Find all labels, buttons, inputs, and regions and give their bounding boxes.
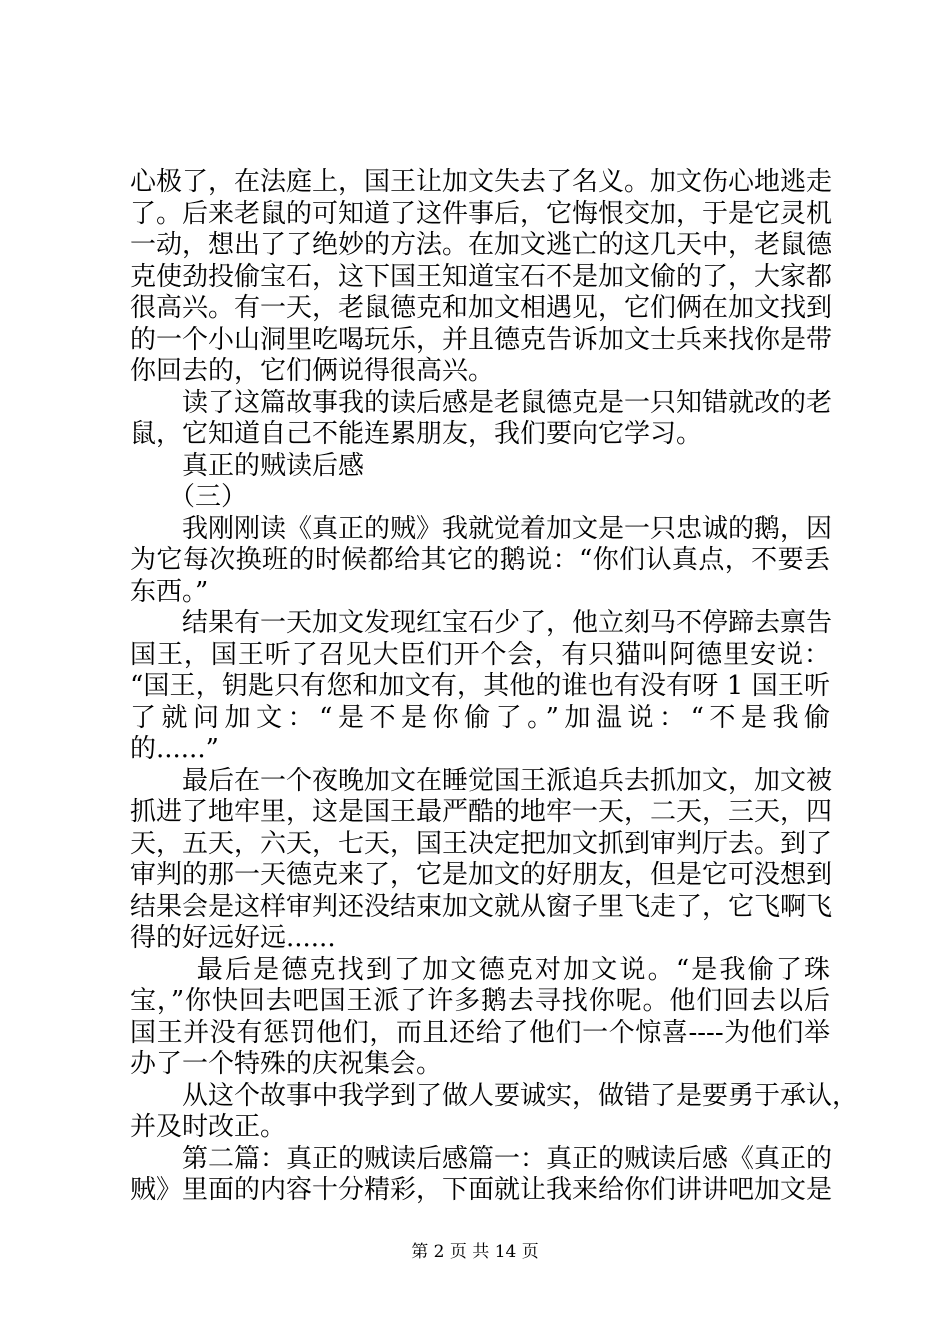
body-line: 读了这篇故事我的读后感是老鼠德克是一只知错就改的老: [130, 387, 833, 418]
body-line: 国王并没有惩罚他们，而且还给了他们一个惊喜----为他们举: [130, 1017, 830, 1048]
page-footer: 第 2 页 共 14 页: [411, 1242, 539, 1262]
body-line: 宝，”你快回去吧国王派了许多鹅去寻找你呢。他们回去以后: [130, 986, 830, 1016]
body-line: 心极了，在法庭上，国王让加文失去了名义。加文伤心地逃走: [130, 167, 833, 197]
body-line: 结果有一天加文发现红宝石少了，他立刻马不停蹄去禀告: [130, 608, 833, 638]
body-line: 审判的那一天德克来了，它是加文的好朋友，但是它可没想到: [130, 860, 833, 890]
section-number: （三）: [130, 482, 248, 512]
body-line: 最后是德克找到了加文德克对加文说。“是我偷了珠: [130, 954, 830, 985]
body-line: 鼠，它知道自己不能连累朋友，我们要向它学习。: [130, 419, 703, 449]
body-line: “国王，钥匙只有您和加文有，其他的谁也有没有呀 1 国王听: [130, 671, 830, 701]
body-line: 一动，想出了了绝妙的方法。在加文逃亡的这几天中，老鼠德: [130, 230, 833, 260]
body-line: 你回去的，它们俩说得很高兴。: [130, 356, 495, 386]
body-line: 并及时改正。: [130, 1112, 287, 1142]
body-line: 办了一个特殊的庆祝集会。: [130, 1049, 443, 1079]
body-line: 天，五天，六天，七天，国王决定把加文抓到审判厅去。到了: [130, 828, 833, 859]
body-line: 我刚刚读《真正的贼》我就觉着加文是一只忠诚的鹅，因: [130, 513, 833, 544]
body-line: 东西。”: [130, 576, 209, 607]
body-line: 贼》里面的内容十分精彩，下面就让我来给你们讲讲吧加文是: [130, 1175, 833, 1205]
body-line: 为它每次换班的时候都给其它的鹅说：“你们认真点，不要丢: [130, 545, 830, 575]
body-line: 的......”: [130, 734, 219, 764]
body-line: 很高兴。有一天，老鼠德克和加文相遇见，它们俩在加文找到: [130, 293, 833, 323]
body-line: 抓进了地牢里，这是国王最严酷的地牢一天，二天，三天，四: [130, 797, 833, 827]
body-line: 得的好远好远......: [130, 923, 336, 953]
body-line: 的一个小山洞里吃喝玩乐，并且德克告诉加文士兵来找你是带: [130, 324, 833, 355]
body-line: 了。后来老鼠的可知道了这件事后，它悔恨交加，于是它灵机: [130, 198, 833, 229]
body-line: 克使劲投偷宝石，这下国王知道宝石不是加文偷的了，大家都: [130, 261, 833, 292]
body-line: 第二篇：真正的贼读后感篇一：真正的贼读后感《真正的: [130, 1143, 833, 1174]
body-line: 从这个故事中我学到了做人要诚实，做错了是要勇于承认，: [130, 1080, 859, 1111]
body-line: 结果会是这样审判还没结束加文就从窗子里飞走了，它飞啊飞: [130, 891, 833, 922]
body-line: 了就问加文：“是不是你偷了。”加温说：“不是我偷: [130, 702, 830, 733]
body-line: 国王，国王听了召见大臣们开个会，有只猫叫阿德里安说：: [130, 639, 830, 670]
section-heading: 真正的贼读后感: [130, 450, 365, 481]
body-line: 最后在一个夜晚加文在睡觉国王派追兵去抓加文，加文被: [130, 765, 833, 796]
